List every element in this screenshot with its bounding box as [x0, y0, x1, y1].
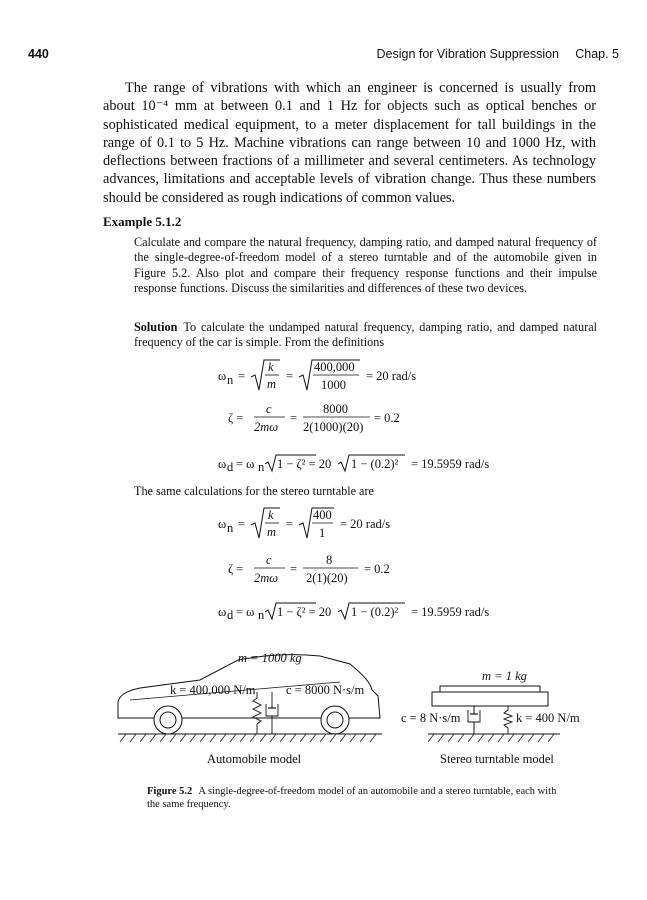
page-number: 440	[28, 47, 49, 61]
svg-text:= ω: = ω	[236, 457, 255, 471]
tt-c-label: c = 8 N·s/m	[401, 711, 461, 725]
car-zeta-equation	[218, 400, 438, 444]
svg-text:1 − ζ² = 20: 1 − ζ² = 20	[277, 457, 332, 471]
car-mass-label: m = 1000 kg	[238, 651, 302, 665]
tt-mass	[432, 692, 548, 706]
tt-wn-equation	[218, 506, 438, 546]
solution-label: Solution	[134, 320, 178, 334]
svg-text:=: =	[286, 517, 294, 531]
svg-text:d: d	[227, 460, 234, 474]
svg-text:c: c	[266, 553, 272, 567]
car-wd-result: = 19.5959 rad/s	[411, 457, 490, 471]
svg-text:ω: ω	[218, 369, 227, 383]
turntable-intro: The same calculations for the stereo turntable are	[134, 484, 374, 498]
svg-text:n: n	[227, 373, 234, 387]
car-zeta-c: c	[266, 402, 272, 416]
tt-spring	[504, 706, 512, 734]
svg-text:=: =	[286, 369, 294, 383]
tt-zeta-equation	[218, 551, 438, 595]
page-header	[28, 47, 619, 65]
svg-text:ζ =: ζ =	[228, 562, 244, 576]
tt-wn-result: = 20 rad/s	[340, 517, 391, 531]
svg-text:2mω: 2mω	[254, 571, 279, 585]
tt-wd-equation	[218, 598, 538, 628]
svg-text:1 − (0.2)²: 1 − (0.2)²	[351, 457, 399, 471]
tt-wd-result: = 19.5959 rad/s	[411, 605, 490, 619]
car-ground-hatch	[120, 734, 376, 742]
car-wn-equation	[218, 358, 438, 398]
tt-wn-den: 1	[319, 526, 326, 540]
svg-text:ω: ω	[218, 517, 227, 531]
example-statement: Calculate and compare the natural frequency, damping ratio, and damped natural frequency of the single-degree-of-freedom model of a stereo turntable and of the automobile given in Figure 5.2. Also plot and compare their frequency response functions and their impulse response functions. Discuss the similarities and differences of these two devices.	[134, 235, 597, 295]
svg-text:1 − (0.2)²: 1 − (0.2)²	[351, 605, 399, 619]
tt-zeta-num: 8	[326, 553, 333, 567]
car-wn-k: k	[268, 360, 274, 374]
car-zeta-den: 2mω	[254, 420, 279, 434]
car-zeta-result: = 0.2	[374, 411, 400, 425]
svg-text:=: =	[290, 411, 298, 425]
car-wn-den: 1000	[321, 378, 346, 392]
tt-zeta-den2: 2(1)(20)	[306, 571, 348, 585]
tt-wn-num: 400	[313, 508, 332, 522]
tt-zeta-result: = 0.2	[364, 562, 390, 576]
caption-text: A single-degree-of-freedom model of an automobile and a stereo turntable, each with the same frequency.	[147, 786, 557, 810]
car-zeta-num: 8000	[323, 402, 348, 416]
svg-text:ζ =: ζ =	[228, 411, 244, 425]
svg-text:n: n	[258, 608, 265, 622]
solution-text: To calculate the undamped natural frequency, damping ratio, and damped natural frequency of the car is simple. From the definitions	[134, 320, 597, 350]
chapter-label: Chap. 5	[575, 47, 619, 61]
solution-paragraph	[134, 320, 597, 351]
svg-text:m: m	[267, 525, 277, 539]
car-wn-num: 400,000	[314, 360, 355, 374]
svg-text:1 − ζ² = 20: 1 − ζ² = 20	[277, 605, 332, 619]
car-wn-result: = 20 rad/s	[366, 369, 417, 383]
svg-text:ω: ω	[218, 457, 227, 471]
svg-text:d: d	[227, 608, 234, 622]
car-zeta-den2: 2(1000)(20)	[303, 420, 364, 434]
running-title: Design for Vibration Suppression	[376, 47, 559, 61]
tt-mass-label: m = 1 kg	[482, 669, 527, 683]
svg-text:=: =	[238, 517, 246, 531]
tt-platter	[440, 686, 540, 692]
car-model-label: Automobile model	[207, 752, 302, 766]
car-wd-equation	[218, 450, 538, 480]
caption-label: Figure 5.2	[147, 786, 193, 797]
car-k-label: k = 400,000 N/m	[170, 683, 256, 697]
svg-text:n: n	[258, 460, 265, 474]
svg-text:=: =	[238, 369, 246, 383]
svg-text:ω: ω	[218, 605, 227, 619]
car-spring	[253, 692, 261, 734]
tt-k-label: k = 400 N/m	[516, 711, 580, 725]
car-c-label: c = 8000 N·s/m	[286, 683, 365, 697]
figure-caption	[147, 785, 567, 811]
svg-text:=: =	[290, 562, 298, 576]
intro-paragraph: The range of vibrations with which an engineer is concerned is usually from about 10⁻⁴ mm at between 0.1 and 1 Hz for objects such as optical benches or sophisticated medical equipment, to a meter displacement for tall buildings in the range of 0.1 to 5 Hz. Machine vibrations can range between 10 and 1000 Hz, with deflections between fractions of a millimeter and several centimeters. As technology advances, limitations and acceptable levels of vibration change. Thus these numbers should be considered as rough indications of common values.	[103, 80, 596, 206]
example-title: Example 5.1.2	[103, 214, 182, 229]
svg-text:= ω: = ω	[236, 605, 255, 619]
tt-model-label: Stereo turntable model	[440, 752, 554, 766]
rear-wheel	[321, 706, 349, 734]
front-wheel	[154, 706, 182, 734]
figure-5-2	[110, 650, 580, 775]
svg-text:n: n	[227, 521, 234, 535]
tt-ground-hatch	[428, 734, 554, 742]
car-wn-m: m	[267, 377, 277, 391]
svg-text:k: k	[268, 508, 274, 522]
